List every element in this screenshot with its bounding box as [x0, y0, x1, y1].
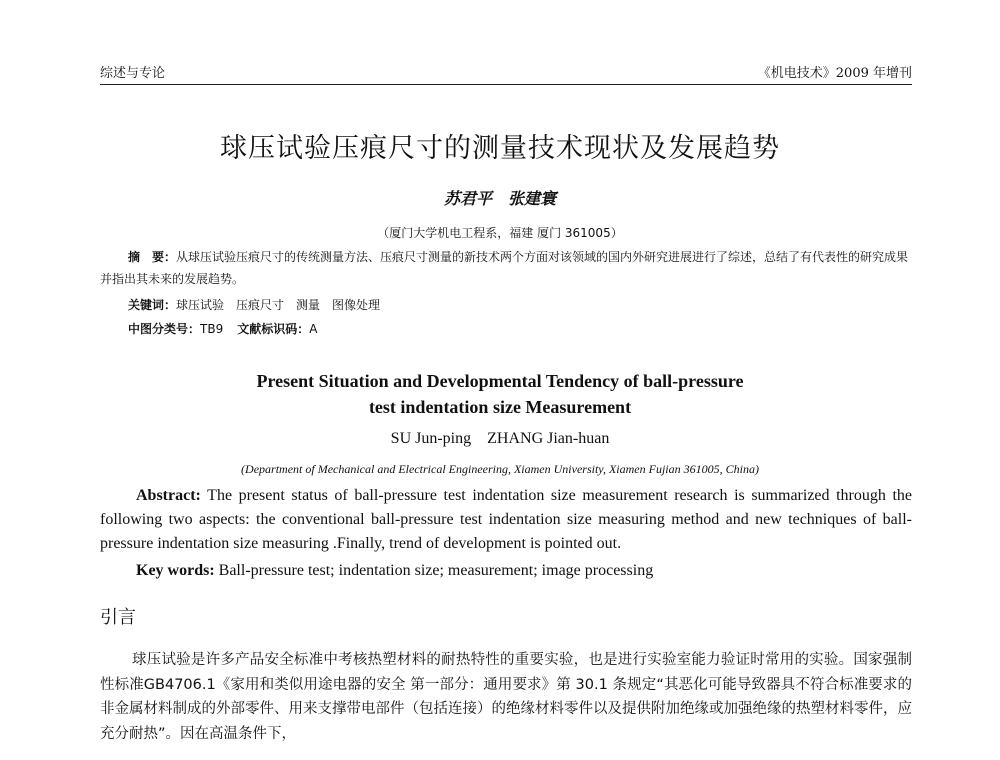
english-title-line-1: Present Situation and Developmental Tendency of ball-pressure	[256, 371, 744, 391]
introduction-heading: 引言	[100, 607, 136, 628]
header-divider	[100, 84, 912, 85]
clc-value: TB9	[200, 322, 224, 336]
english-affiliation: (Department of Mechanical and Electrical Engineering, Xiamen University, Xiamen Fujian 361005, China)	[241, 462, 759, 476]
chinese-keywords-label: 关键词：	[128, 298, 177, 312]
chinese-keywords	[128, 296, 380, 313]
chinese-abstract-label: 摘 要：	[128, 250, 177, 264]
chinese-authors: 苏君平 张建寰	[443, 189, 556, 208]
chinese-abstract-text: 从球压试验压痕尺寸的传统测量方法、压痕尺寸测量的新技术两个方面对该领域的国内外研究进展进行了综述，总结了有代表性的研究成果并指出其未来的发展趋势。	[100, 250, 909, 286]
classification-line	[128, 320, 317, 337]
chinese-affiliation: （厦门大学机电工程系，福建 厦门 361005）	[377, 226, 623, 240]
doc-code-value: A	[309, 322, 318, 336]
clc-label: 中图分类号：	[128, 322, 201, 336]
english-abstract-label: Abstract:	[136, 487, 201, 504]
english-title-line-2: test indentation size Measurement	[368, 397, 632, 417]
chinese-title: 球压试验压痕尺寸的测量技术现状及发展趋势	[220, 133, 780, 164]
english-abstract-text: The present status of ball-pressure test indentation size measurement research is summarized through the following two aspects: the conventional ball-pressure test indentation size measuring method and new techniques of ball-pressure indentation size measuring .Finally, trend of development is pointed out.	[100, 487, 912, 552]
english-abstract	[100, 484, 912, 556]
running-header-section: 综述与专论	[100, 66, 166, 81]
english-keywords-label: Key words:	[136, 562, 215, 579]
english-title	[0, 368, 1000, 420]
english-authors	[0, 430, 1000, 448]
english-author-2: ZHANG Jian-huan	[487, 430, 610, 447]
chinese-abstract	[100, 246, 912, 290]
english-keywords	[136, 562, 653, 580]
english-author-1: SU Jun-ping	[390, 430, 472, 447]
chinese-keywords-text: 球压试验 压痕尺寸 测量 图像处理	[176, 298, 381, 312]
running-header-journal: 《机电技术》2009 年增刊	[757, 66, 912, 81]
introduction-paragraph: 球压试验是许多产品安全标准中考核热塑材料的耐热特性的重要实验，也是进行实验室能力验证时常用的实验。国家强制性标准GB4706.1《家用和类似用途电器的安全 第一部分：通用要求》第 30.1 条规定“其恶化可能导致器具不符合标准要求的非金属材料制成的外部零件、用来支撑带电部件（包括连接）的绝缘材料零件以及提供附加绝缘或加强绝缘的热塑材料零件，应充分耐热”。因在高温条件下，	[100, 652, 912, 742]
doc-code-label: 文献标识码：	[237, 322, 310, 336]
english-keywords-text: Ball-pressure test; indentation size; measurement; image processing	[218, 562, 654, 579]
